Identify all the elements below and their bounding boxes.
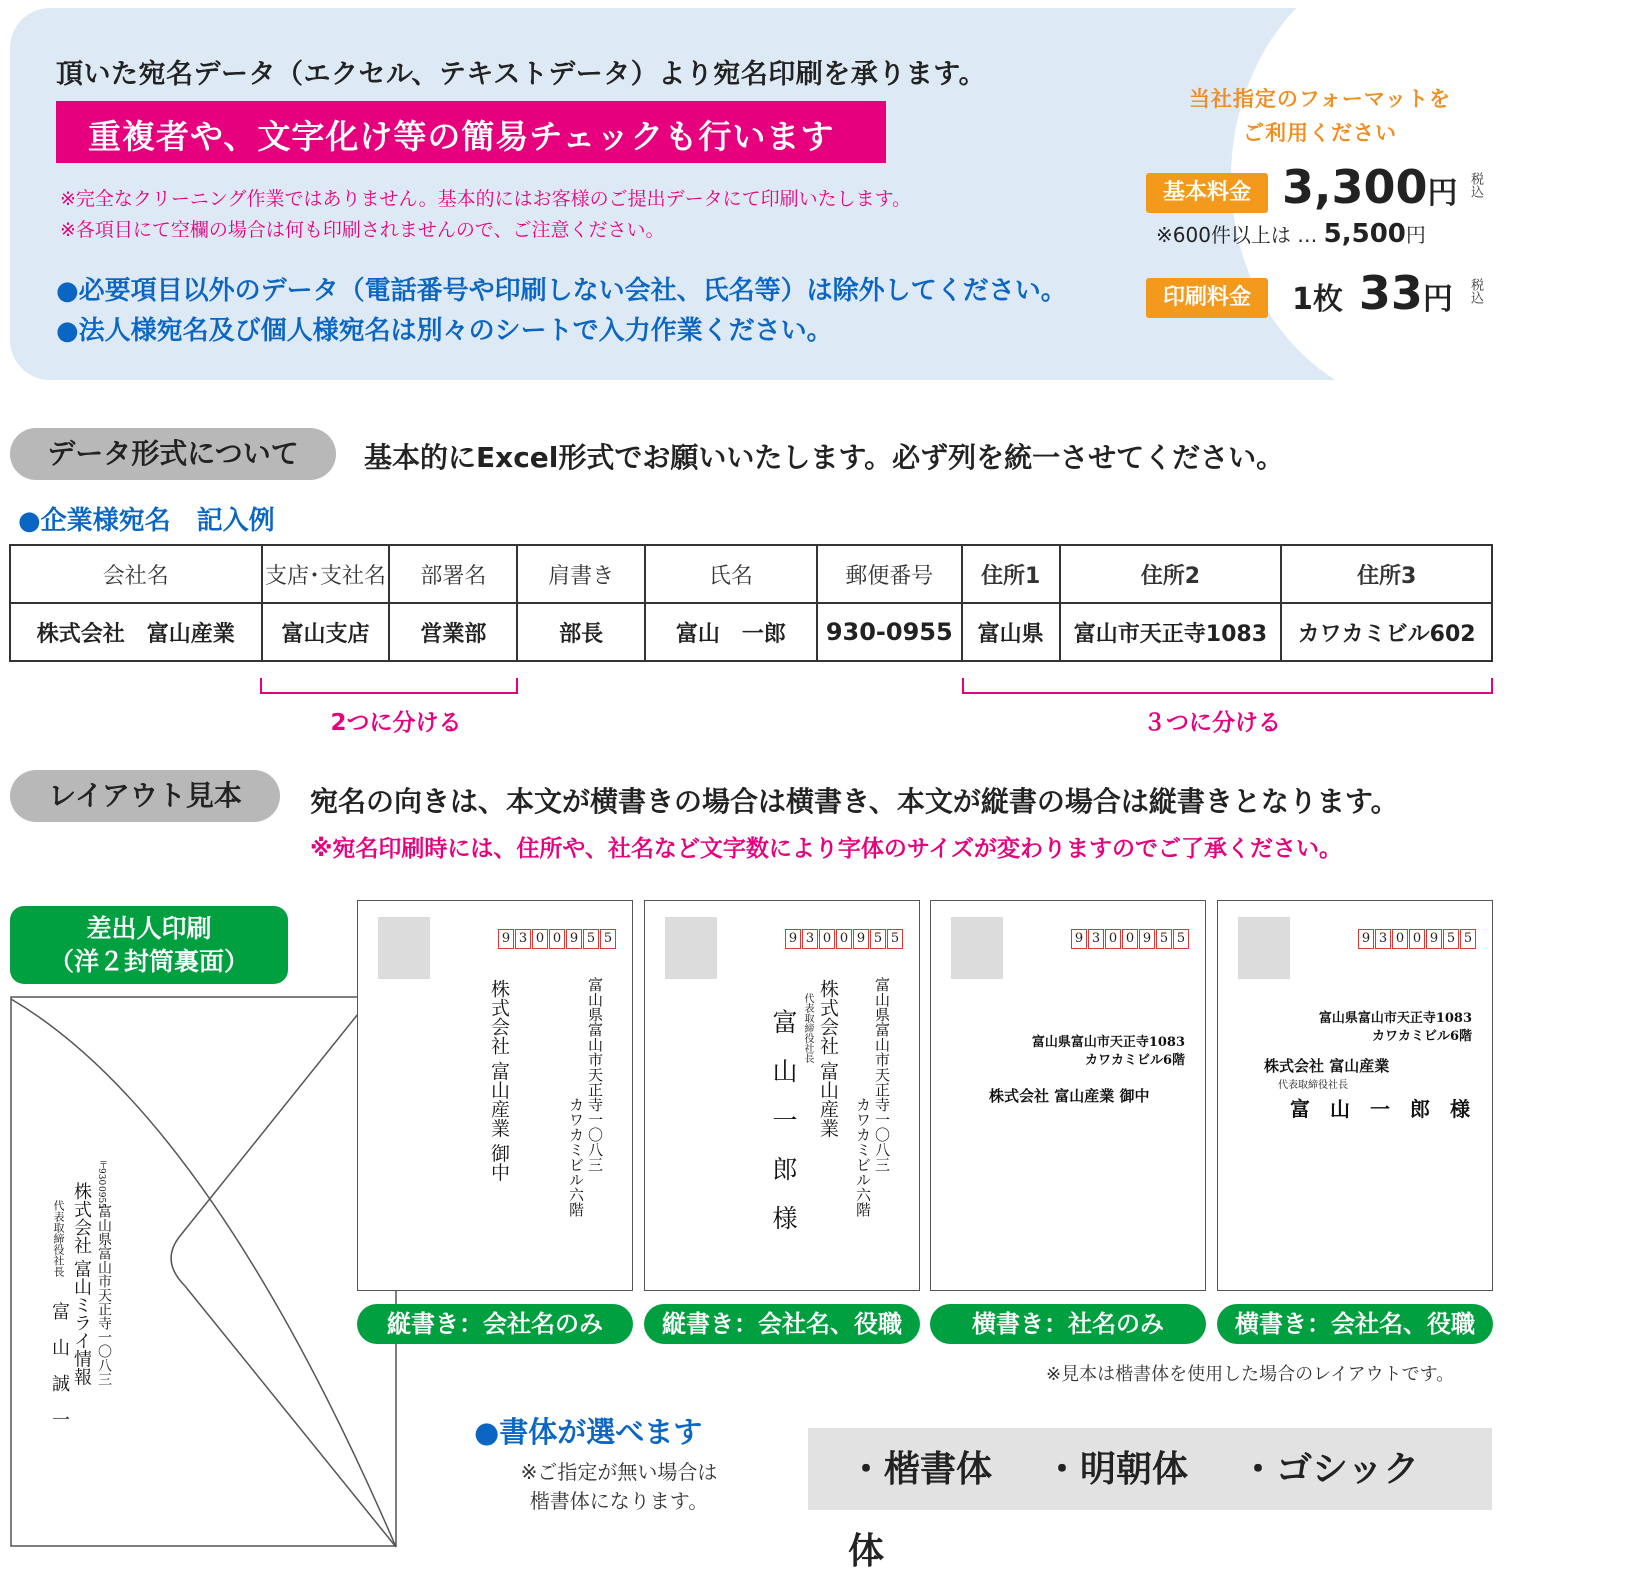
header-cell: 肩書き (517, 545, 645, 603)
exclude-bullet: ●必要項目以外のデータ（電話番号や印刷しない会社、氏名等）は除外してください。 (56, 276, 1067, 306)
data-format-tag: データ形式について (10, 428, 336, 480)
header-cell: 支店･支社名 (262, 545, 390, 603)
card2-name: 富 山 一 郎 様 (769, 1009, 798, 1238)
over600-note: ※600件以上は … 5,500円 (1156, 219, 1426, 249)
card1-company: 株式会社 富山産業 御中 (488, 979, 510, 1182)
tax-label: 税込 (1468, 172, 1483, 198)
sample-note: ※見本は楷書体を使用した場合のレイアウトです。 (1046, 1364, 1455, 1385)
card1-address2: カワカミビル六階 (567, 1097, 585, 1217)
header-cell: 住所2 (1060, 545, 1282, 603)
layout-note: ※宛名印刷時には、住所や、社名など文字数により字体のサイズが変わりますのでご了承ください。 (310, 836, 1343, 862)
table-cell: 富山県 (962, 603, 1060, 661)
card3-address1: 富山県富山市天正寺1083 (1031, 1035, 1185, 1050)
font-option-gothic: ・ゴシック体 (848, 1449, 1420, 1572)
font-option-kaisho: ・楷書体 (848, 1448, 993, 1490)
address-example-table (9, 544, 1493, 662)
env-zip-mark: 〒 (97, 1160, 107, 1169)
sample-card-horizontal-company (930, 900, 1206, 1291)
card4-address1: 富山県富山市天正寺1083 (1318, 1011, 1472, 1026)
table-cell: 富山支店 (262, 603, 390, 661)
label-vertical-title: 縦書き：会社名、役職 (644, 1304, 920, 1344)
example-title: ●企業様宛名 記入例 (18, 506, 275, 536)
print-fee-badge: 印刷料金 (1146, 278, 1268, 318)
split2-label: 2つに分ける (330, 710, 462, 736)
card2-address2: カワカミビル六階 (854, 1097, 872, 1217)
sender-print-label: 差出人印刷 （洋２封筒裏面） (10, 906, 288, 984)
zip-boxes: 9 3 0 0 9 5 5 (497, 929, 616, 949)
layout-tag: レイアウト見本 (10, 770, 280, 822)
table-cell: 部長 (517, 603, 645, 661)
table-header-row (10, 545, 1492, 603)
table-cell: 株式会社 富山産業 (10, 603, 262, 661)
fonts-title: ●書体が選べます (474, 1415, 703, 1449)
table-row (10, 603, 1492, 661)
env-company: 株式会社 富山ミライ情報 (71, 1182, 92, 1386)
format-note: 当社指定のフォーマットを ご利用ください (1188, 87, 1452, 145)
table-cell: カワカミビル602 (1281, 603, 1492, 661)
split2-bracket (260, 678, 518, 694)
stamp-box (1238, 917, 1290, 979)
card1-address1: 富山県富山市天正寺一〇八三 (586, 977, 604, 1172)
env-address: 富山県富山市天正寺一〇八三 (96, 1204, 112, 1386)
split3-label: ３つに分ける (1143, 710, 1281, 736)
blank-note: ※各項目にて空欄の場合は何も印刷されませんので、ご注意ください。 (60, 219, 665, 241)
font-options (808, 1428, 1492, 1572)
header-cell: 部署名 (389, 545, 517, 603)
basic-fee-badge: 基本料金 (1146, 173, 1268, 213)
label-horizontal-company: 横書き：社名のみ (930, 1304, 1206, 1344)
table-cell: 930-0955 (817, 603, 962, 661)
label-vertical-company: 縦書き：会社名のみ (357, 1304, 633, 1344)
sample-card-vertical-title (644, 900, 920, 1291)
stamp-box (951, 917, 1003, 979)
zip-boxes: 9 3 0 0 9 5 5 (1070, 929, 1189, 949)
data-format-text: 基本的にExcel形式でお願いいたします。必ず列を統一させてください。 (364, 441, 1285, 474)
sample-card-vertical-company (357, 900, 633, 1291)
print-fee-price: 1枚 33円 (1292, 266, 1453, 320)
card3-company: 株式会社 富山産業 御中 (989, 1087, 1150, 1105)
stamp-box (378, 917, 430, 979)
font-option-mincho: ・明朝体 (1044, 1448, 1189, 1490)
card2-address1: 富山県富山市天正寺一〇八三 (873, 977, 891, 1172)
zip-boxes: 9 3 0 0 9 5 5 (784, 929, 903, 949)
sample-card-horizontal-title (1217, 900, 1493, 1291)
stamp-box (665, 917, 717, 979)
card4-address2: カワカミビル6階 (1371, 1029, 1472, 1044)
env-name: 富 山 誠 一 (49, 1302, 70, 1428)
card3-address2: カワカミビル6階 (1084, 1053, 1185, 1068)
card4-name: 富 山 一 郎 様 (1290, 1097, 1470, 1121)
sheet-bullet: ●法人様宛名及び個人様宛名は別々のシートで入力作業ください。 (56, 316, 833, 346)
card4-title: 代表取締役社長 (1278, 1080, 1348, 1091)
card4-company: 株式会社 富山産業 (1264, 1057, 1390, 1075)
layout-text: 宛名の向きは、本文が横書きの場合は横書き、本文が縦書の場合は縦書きとなります。 (310, 785, 1399, 818)
cleaning-note: ※完全なクリーニング作業ではありません。基本的にはお客様のご提出データにて印刷いたします。 (60, 188, 912, 210)
header-cell: 郵便番号 (817, 545, 962, 603)
env-zip: 930 (96, 1168, 106, 1186)
header-cell: 氏名 (645, 545, 817, 603)
env-title: 代表取締役社長 (52, 1200, 65, 1277)
zip-boxes: 9 3 0 0 9 5 5 (1357, 929, 1476, 949)
table-cell: 富山市天正寺1083 (1060, 603, 1282, 661)
check-banner: 重複者や、文字化け等の簡易チェックも行います (56, 101, 886, 163)
header-cell: 会社名 (10, 545, 262, 603)
table-cell: 富山 一郎 (645, 603, 817, 661)
basic-fee-price: 3,300円 (1282, 160, 1458, 214)
header-cell: 住所3 (1281, 545, 1492, 603)
table-cell: 営業部 (389, 603, 517, 661)
env-zip2: 0955 (96, 1186, 106, 1209)
card2-title: 代表取締役社長 (802, 993, 813, 1063)
fonts-note: ※ご指定が無い場合は 楷書体になります。 (520, 1460, 718, 1513)
intro-text: 頂いた宛名データ（エクセル、テキストデータ）より宛名印刷を承ります。 (56, 59, 987, 90)
label-horizontal-title: 横書き：会社名、役職 (1217, 1304, 1493, 1344)
card2-company: 株式会社 富山産業 (817, 979, 839, 1138)
tax-label-2: 税込 (1468, 278, 1483, 304)
header-cell: 住所1 (962, 545, 1060, 603)
split3-bracket (962, 678, 1493, 694)
